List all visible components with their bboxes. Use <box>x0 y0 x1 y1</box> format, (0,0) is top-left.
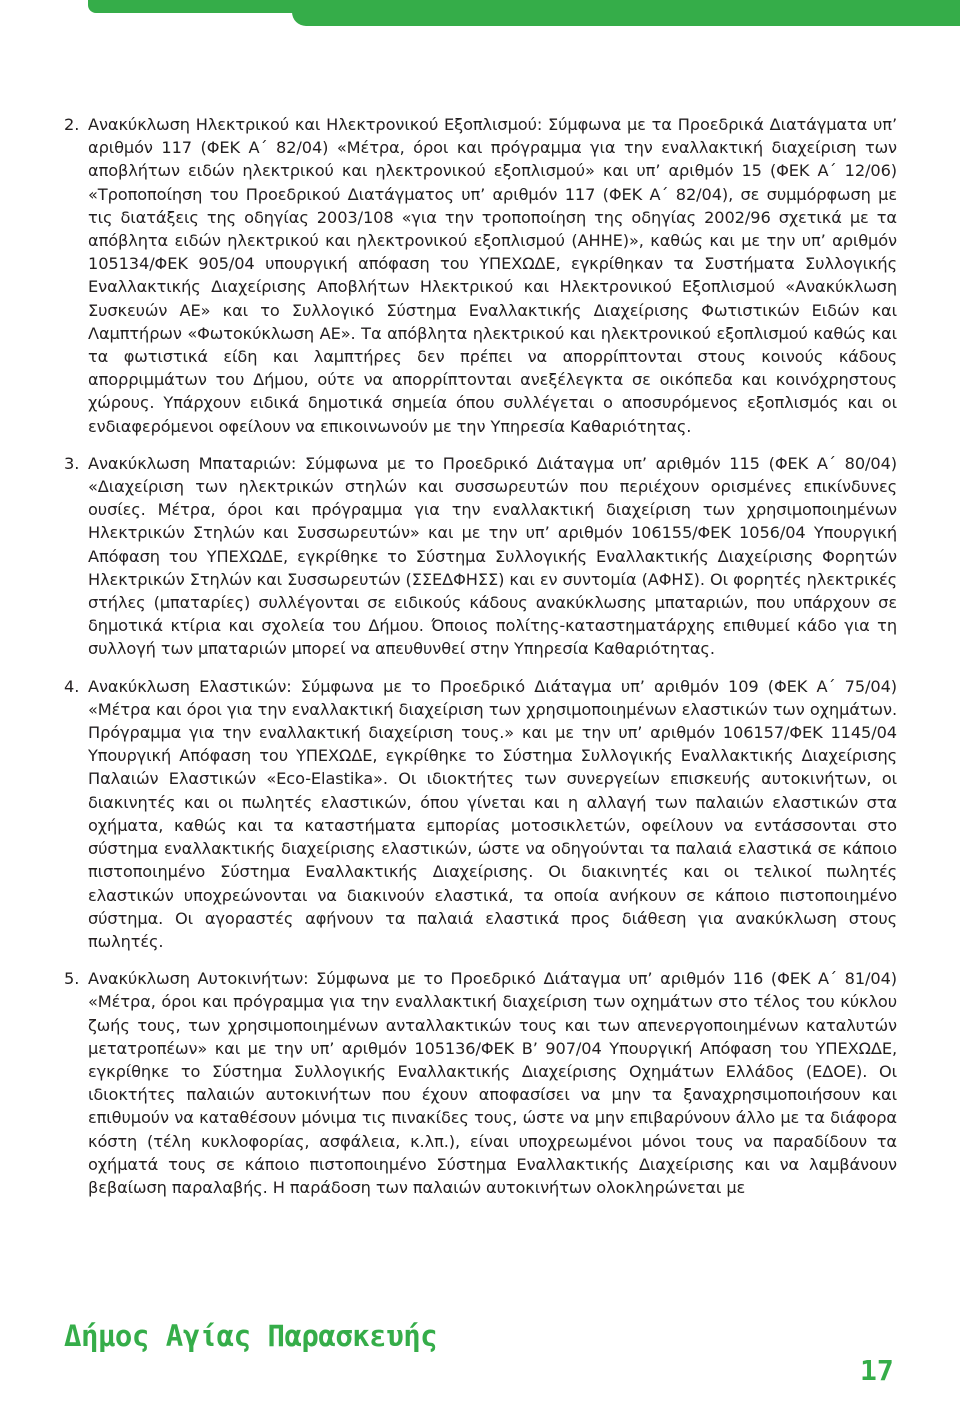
document-body <box>64 113 897 1213</box>
footer-municipality-title: Δήμος Αγίας Παρασκευής <box>64 1319 438 1353</box>
list-item-text: Ανακύκλωση Ηλεκτρικού και Ηλεκτρονικού Εξοπλισμού: Σύμφωνα με τα Προεδρικά Διατάγματα υπ’ αριθμόν 117 (ΦΕΚ Α΄ 82/04) «Μέτρα, όροι και πρόγραμμα για την εναλλακτική διαχείριση των αποβλήτων ειδών ηλεκτρικού και ηλεκτρονικού εξοπλισμού» και υπ’ αριθμόν 15 (ΦΕΚ Α΄ 12/06) «Τροποποίηση του Προεδρικού Διατάγματος υπ’ αριθμόν 117 (ΦΕΚ Α΄ 82/04), σε συμμόρφωση με τις διατάξεις της οδηγίας 2003/108 «για την τροποποίηση της οδηγίας 2002/96 σχετικά με τα απόβλητα ειδών ηλεκτρικού και ηλεκτρονικού εξοπλισμού (ΑΗΗΕ)», καθώς και με την υπ’ αριθμόν 105134/ΦΕΚ 905/04 υπουργική απόφαση του ΥΠΕΧΩΔΕ, εγκρίθηκαν τα Συστήματα Συλλογικής Εναλλακτικής Διαχείρισης Αποβλήτων Ηλεκτρικού και Ηλεκτρονικού Εξοπλισμού «Ανακύκλωση Συσκευών ΑΕ» και το Συλλογικό Σύστημα Εναλλακτικής Διαχείρισης Φωτιστικών Ειδών και Λαμπτήρων «Φωτοκύκλωση ΑΕ». Τα απόβλητα ηλεκτρικού και ηλεκτρονικού εξοπλισμού καθώς και τα φωτιστικά είδη και λαμπτήρες δεν πρέπει να απορρίπτονται στους κοινούς κάδους απορριμμάτων του Δήμου, ούτε να απορρίπτονται ανεξέλεγκτα σε οικόπεδα και κοινόχρηστους χώρους. Υπάρχουν ειδικά δημοτικά σημεία όπου συλλέγεται ο αποσυρόμενος εξοπλισμός και οι ενδιαφερόμενοι οφείλουν να επικοινωνούν με την Υπηρεσία Καθαριότητας. <box>88 115 897 436</box>
list-item-number: 2. <box>64 115 80 134</box>
page-number: 17 <box>860 1354 894 1387</box>
list-item-text: Ανακύκλωση Ελαστικών: Σύμφωνα με το Προεδρικό Διάταγμα υπ’ αριθμόν 109 (ΦΕΚ Α΄ 75/04) «Μέτρα και όροι για την εναλλακτική διαχείριση των χρησιμοποιημένων ελαστικών των οχημάτων. Πρόγραμμα για την εναλλακτική διαχείριση τους.» και με την υπ’ αριθμόν 106157/ΦΕΚ 1145/04 Υπουργική Απόφαση του ΥΠΕΧΩΔΕ, εγκρίθηκε το Σύστημα Συλλογικής Εναλλακτικής Διαχείρισης Παλαιών Ελαστικών «Eco-Elastika». Οι ιδιοκτήτες των συνεργείων επισκευής αυτοκινήτων, οι διακινητές και οι πωλητές ελαστικών, όπου γίνεται και η αλλαγή των παλαιών ελαστικών στα οχήματα, καθώς και τα καταστήματα εμπορίας μοτοσικλετών, οφείλουν να εντάσσονται στο σύστημα εναλλακτικής διαχείρισης ελαστικών, ώστε να οδηγούνται τα παλαιά ελαστικά σε κάποιο πιστοποιημένο Σύστημα Εναλλακτικής Διαχείρισης. Οι διακινητές και οι τελικοί πωλητές ελαστικών υποχρεώνονται να διακινούν ελαστικά, τα οποία ανήκουν σε κάποιο πιστοποιημένο σύστημα. Οι αγοραστές αφήνουν τα παλαιά ελαστικά προς διάθεση για ανακύκλωση στους πωλητές. <box>88 676 897 951</box>
list-item-number: 4. <box>64 676 80 696</box>
list-item-text: Ανακύκλωση Μπαταριών: Σύμφωνα με το Προεδρικό Διάταγμα υπ’ αριθμόν 115 (ΦΕΚ Α΄ 80/04) «Διαχείριση των ηλεκτρικών στηλών και συσσωρευτών που περιέχουν ορισμένες επικίνδυνες ουσίες. Μέτρα, όροι και πρόγραμμα για την εναλλακτική διαχείριση των χρησιμοποιημένων Ηλεκτρικών Στηλών και Συσσωρευτών» και με την υπ’ αριθμόν 106155/ΦΕΚ 1056/04 Υπουργική Απόφαση του ΥΠΕΧΩΔΕ, εγκρίθηκε το Σύστημα Συλλογικής Εναλλακτικής Διαχείρισης Φορητών Ηλεκτρικών Στηλών και Συσσωρευτών (ΣΣΕΔΦΗΣΣ) και εν συντομία (ΑΦΗΣ). Οι φορητές ηλεκτρικές στήλες (μπαταρίες) συλλέγονται σε ειδικούς κάδους ανακύκλωσης μπαταριών, που υπάρχουν σε δημοτικά κτίρια και σχολεία του Δήμου. Όποιος πολίτης-καταστηματάρχης επιθυμεί κάδο για τη συλλογή των μπαταριών μπορεί να απευθυνθεί στην Υπηρεσία Καθαριότητας. <box>88 453 897 659</box>
list-item-number: 5. <box>64 969 80 989</box>
list-item <box>64 452 897 661</box>
list-item-number: 3. <box>64 453 80 473</box>
list-item-text: Ανακύκλωση Αυτοκινήτων: Σύμφωνα με το Προεδρικό Διάταγμα υπ’ αριθμόν 116 (ΦΕΚ Α΄ 81/04) «Μέτρα, όροι και πρόγραμμα για την εναλλακτική διαχείριση των οχημάτων στο τέλος του κύκλου ζωής τους, των χρησιμοποιημένων ανταλλακτικών τους και των απενεργοποιημένων καταλυτών μετατροπέων» και με την υπ’ αριθμόν 105136/ΦΕΚ Β’ 907/04 Υπουργική Απόφαση του ΥΠΕΧΩΔΕ, εγκρίθηκε το Σύστημα Συλλογικής Εναλλακτικής Διαχείρισης Οχημάτων Ελλάδος (ΕΔΟΕ). Οι ιδιοκτήτες παλαιών αυτοκινήτων που έχουν αποφασίσει να μην τα ξαναχρησιμοποιήσουν και επιθυμούν να καταθέσουν μόνιμα τις πινακίδες τους, ώστε να μην επιβαρύνουν άλλο με τα διάφορα κόστη (τέλη κυκλοφορίας, ασφάλεια, κ.λπ.), είναι υποχρεωμένοι μόνοι τους να παραδίδουν τα οχήματά τους σε κάποιο πιστοποιημένο Σύστημα Εναλλακτικής Διαχείρισης και να λαμβάνουν βεβαίωση παραλαβής. Η παράδοση των παλαιών αυτοκινήτων ολοκληρώνεται με <box>88 969 897 1197</box>
list-item <box>64 675 897 953</box>
top-decorative-tab <box>292 0 960 26</box>
list-item <box>64 113 897 438</box>
list-item <box>64 967 897 1199</box>
